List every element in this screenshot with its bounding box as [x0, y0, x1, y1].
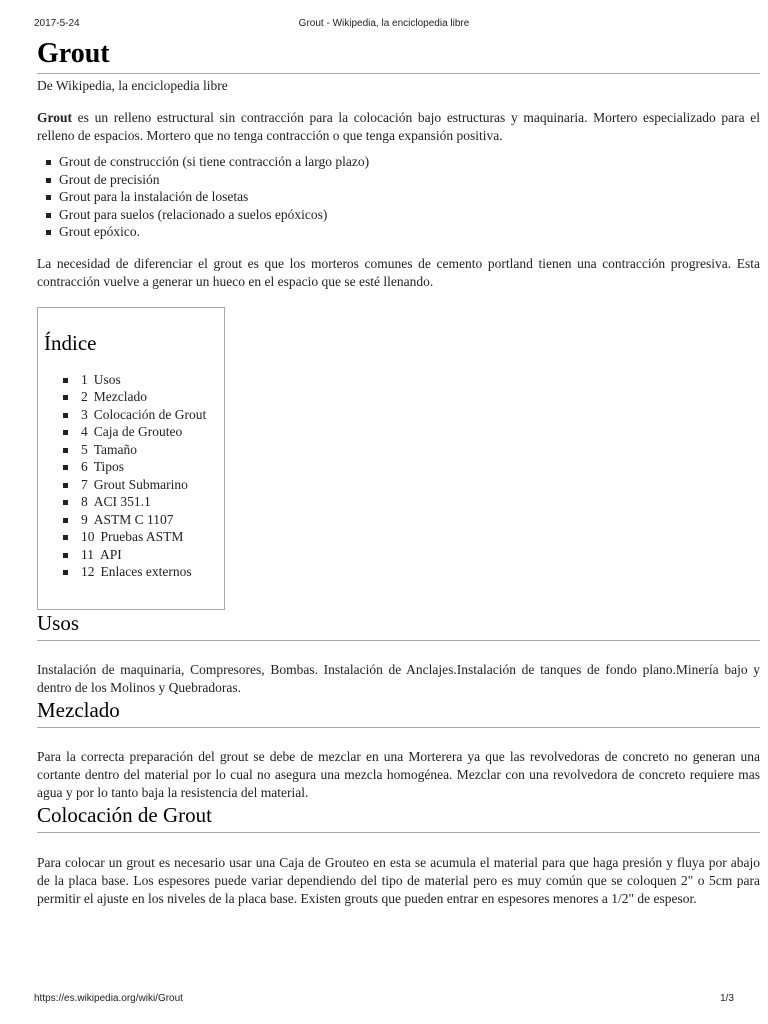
toc-heading: Índice — [44, 330, 97, 355]
toc-number: 5 — [81, 441, 88, 457]
site-subtitle: De Wikipedia, la enciclopedia libre — [37, 78, 228, 93]
toc-label[interactable]: ACI 351.1 — [93, 494, 151, 510]
toc-label[interactable]: Grout Submarino — [93, 476, 188, 492]
toc-item-mezclado[interactable] — [81, 388, 224, 406]
print-page-number: 1/3 — [720, 993, 734, 1004]
toc-number: 7 — [81, 476, 88, 492]
toc-item-tamano[interactable] — [81, 441, 224, 459]
necessity-paragraph: La necesidad de diferenciar el grout es que los morteros comunes de cemento portland tienen una contracción progresiva. Esta contracción vuelve a generar un hueco en el espacio que se esté llenando. — [37, 255, 760, 289]
intro-paragraph — [37, 109, 760, 145]
toc-number: 3 — [81, 406, 88, 422]
grout-types-list — [37, 153, 760, 241]
toc-item-pruebas-astm[interactable] — [81, 528, 224, 546]
toc-item-enlaces[interactable] — [81, 563, 224, 581]
toc-item-usos[interactable] — [81, 371, 224, 389]
section-heading-mezclado: Mezclado — [37, 697, 760, 728]
toc-number: 4 — [81, 424, 88, 440]
print-page-title: Grout - Wikipedia, la enciclopedia libre — [298, 18, 470, 29]
toc-label[interactable]: Usos — [93, 371, 121, 387]
print-header — [34, 18, 734, 29]
list-item: Grout epóxico. — [59, 223, 760, 241]
toc-number: 11 — [81, 546, 94, 562]
toc-label[interactable]: Caja de Grouteo — [93, 424, 183, 440]
list-item: Grout de precisión — [59, 171, 760, 189]
section-text-usos: Instalación de maquinaria, Compresores, Bombas. Instalación de Anclajes.Instalación de tanques de fondo plano.Minería bajo y dentro de los Molinos y Quebradoras. — [37, 661, 760, 695]
intro-text: es un relleno estructural sin contracción para la colocación bajo estructuras y maquinaria. Mortero especializado para el relleno de espacios. Mortero que no tenga contracción o que tenga expansión positiva. — [37, 110, 760, 143]
intro-bold-term: Grout — [37, 110, 73, 125]
section-text-mezclado: Para la correcta preparación del grout se debe de mezclar en una Morterera ya que las revolvedoras de concreto no generan una cortante dentro del material por lo cual no asegura una mezcla homogénea. Mezclar con una revolvedora de concreto requiere mas agua y por lo tanto baja la resistencia del material. — [37, 748, 760, 800]
toc-label[interactable]: ASTM C 1107 — [93, 511, 174, 527]
toc-number: 10 — [81, 529, 95, 545]
toc-label[interactable]: API — [100, 546, 122, 562]
toc-label[interactable]: Colocación de Grout — [93, 406, 207, 422]
section-heading-colocacion: Colocación de Grout — [37, 802, 760, 833]
toc-number: 6 — [81, 459, 88, 475]
toc-label[interactable]: Mezclado — [93, 389, 147, 405]
list-item: Grout de construcción (si tiene contracción a largo plazo) — [59, 153, 760, 171]
toc-item-submarino[interactable] — [81, 476, 224, 494]
print-url: https://es.wikipedia.org/wiki/Grout — [34, 993, 183, 1004]
toc-number: 2 — [81, 389, 88, 405]
table-of-contents — [37, 307, 225, 610]
section-heading-usos: Usos — [37, 610, 760, 641]
print-footer — [34, 993, 734, 1004]
toc-number: 12 — [81, 564, 95, 580]
toc-label[interactable]: Pruebas ASTM — [100, 529, 184, 545]
list-item: Grout para la instalación de losetas — [59, 188, 760, 206]
toc-number: 8 — [81, 494, 88, 510]
list-item: Grout para suelos (relacionado a suelos epóxicos) — [59, 206, 760, 224]
toc-item-astm-c1107[interactable] — [81, 511, 224, 529]
toc-item-api[interactable] — [81, 546, 224, 564]
toc-label[interactable]: Enlaces externos — [100, 564, 192, 580]
toc-item-colocacion[interactable] — [81, 406, 224, 424]
toc-label[interactable]: Tamaño — [93, 441, 138, 457]
toc-number: 1 — [81, 371, 88, 387]
toc-item-caja[interactable] — [81, 423, 224, 441]
print-date: 2017-5-24 — [34, 18, 80, 29]
toc-number: 9 — [81, 511, 88, 527]
article-content — [37, 38, 760, 908]
toc-item-aci[interactable] — [81, 493, 224, 511]
section-text-colocacion: Para colocar un grout es necesario usar una Caja de Grouteo en esta se acumula el material para que haga presión y fluya por abajo de la placa base. Los espesores puede variar dependiendo del tipo de material pero es muy común que se coloquen 2" o 5cm para permitir el ajuste en los niveles de la placa base. Existen grouts que pueden entrar en espesores menores a 1/2" de espesor. — [37, 854, 760, 906]
page-title: Grout — [37, 38, 760, 74]
toc-label[interactable]: Tipos — [93, 459, 125, 475]
toc-item-tipos[interactable] — [81, 458, 224, 476]
toc-list — [38, 371, 224, 581]
